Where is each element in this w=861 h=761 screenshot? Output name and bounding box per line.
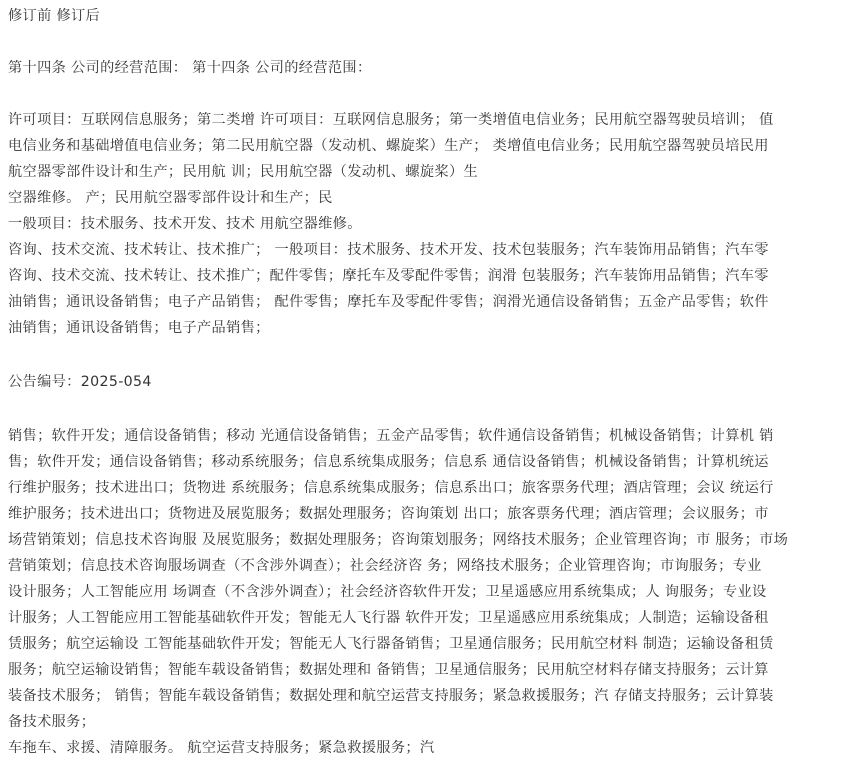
text-line: 赁服务；航空运输设 工智能基础软件开发；智能无人飞行器备销售；卫星通信服务；民用航空材料 制造；运输设备租赁 [8,636,774,652]
text-line: 车拖车、求援、清障服务。 航空运营支持服务；紧急救援服务；汽 [8,740,435,756]
heading-before-after: 修订前 修订后 [8,8,101,24]
text-line: 航空器零部件设计和生产；民用航 训；民用航空器（发动机、螺旋桨）生 [8,164,479,180]
text-line: 场营销策划；信息技术咨询服 及展览服务；数据处理服务；咨询策划服务；网络技术服务；企业管理咨询；市 服务；市场 [8,532,789,548]
text-line: 计服务；人工智能应用工智能基础软件开发；智能无人飞行器 软件开发；卫星遥感应用系统集成；人制造；运输设备租 [8,610,769,626]
text-line: 咨询、技术交流、技术转让、技术推广； 一般项目：技术服务、技术开发、技术包装服务；汽车装饰用品销售；汽车零 [8,242,769,258]
text-line: 售；软件开发；通信设备销售；移动系统服务；信息系统集成服务；信息系 通信设备销售；机械设备销售；计算机统运 [8,454,769,470]
text-line: 油销售；通讯设备销售；电子产品销售； 配件零售；摩托车及零配件零售；润滑光通信设备销售；五金产品零售；软件 [8,294,769,310]
text-line: 服务；航空运输设销售；智能车载设备销售；数据处理和 备销售；卫星通信服务；民用航空材料存储支持服务；云计算 [8,662,769,678]
text-line: 营销策划；信息技术咨询服场调查（不含涉外调查）；社会经济咨 务；网络技术服务；企业管理咨询；市询服务；专业 [8,558,762,574]
text-line: 行维护服务；技术进出口；货物进 系统服务；信息系统集成服务；信息系出口；旅客票务代理；酒店管理；会议 统运行 [8,480,774,496]
text-line: 销售；软件开发；通信设备销售；移动 光通信设备销售；五金产品零售；软件通信设备销售；机械设备销售；计算机 销 [8,428,774,444]
text-line: 空器维修。 产；民用航空器零部件设计和生产；民 [8,190,333,206]
article-14-heading: 第十四条 公司的经营范围： 第十四条 公司的经营范围： [8,60,372,76]
text-line: 油销售；通讯设备销售；电子产品销售； [8,320,270,336]
text-line: 咨询、技术交流、技术转让、技术推广；配件零售；摩托车及零配件零售；润滑 包装服务；汽车装饰用品销售；汽车零 [8,268,769,284]
text-line: 装备技术服务； 销售；智能车载设备销售；数据处理和航空运营支持服务；紧急救援服务；汽 存储支持服务；云计算装 [8,688,774,704]
announcement-number: 公告编号：2025-054 [8,374,152,390]
text-line: 设计服务；人工智能应用 场调查（不含涉外调查）；社会经济咨软件开发；卫星遥感应用系统集成；人 询服务；专业设 [8,584,767,600]
text-line: 维护服务；技术进出口；货物进及展览服务；数据处理服务；咨询策划 出口；旅客票务代理；酒店管理；会议服务；市 [8,506,769,522]
text-line: 许可项目：互联网信息服务；第二类增 许可项目：互联网信息服务；第一类增值电信业务；民用航空器驾驶员培训； 值 [8,112,774,128]
text-line: 电信业务和基础增值电信业务；第二民用航空器（发动机、螺旋桨）生产； 类增值电信业务；民用航空器驾驶员培民用 [8,138,769,154]
text-line: 备技术服务； [8,714,96,730]
text-line: 一般项目：技术服务、技术开发、技术 用航空器维修。 [8,216,362,232]
